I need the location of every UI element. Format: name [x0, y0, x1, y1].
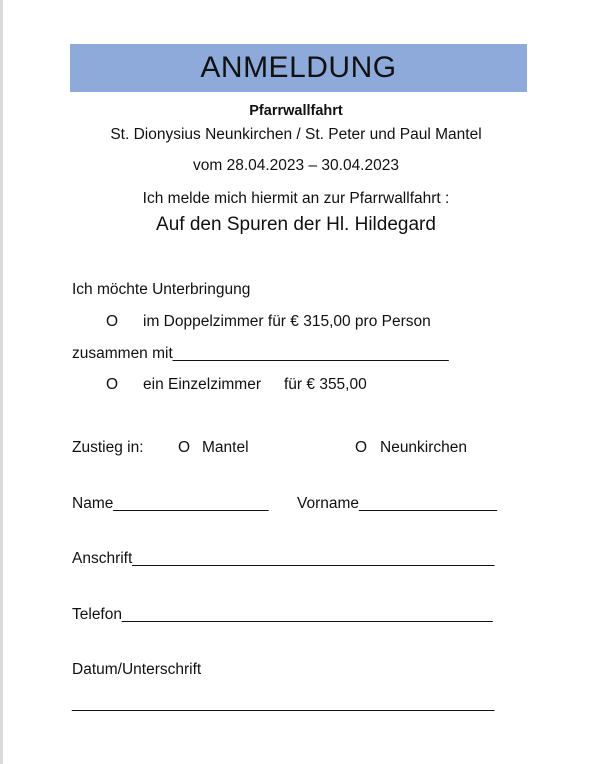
double-room-label: im Doppelzimmer für € 315,00 pro Person	[143, 313, 431, 330]
single-room-label: ein Einzelzimmer	[143, 376, 262, 393]
roommate-field[interactable]: zusammen mit________________________________	[72, 345, 449, 362]
pilgrimage-theme: Auf den Spuren der Hl. Hildegard	[156, 214, 436, 235]
parishes-line: St. Dionysius Neunkirchen / St. Peter und Paul Mantel	[110, 126, 482, 143]
single-room-price: für € 355,00	[284, 376, 367, 393]
boarding-neunkirchen-label: Neunkirchen	[380, 439, 468, 456]
boarding-mantel-checkbox[interactable]: O	[178, 439, 191, 456]
accommodation-heading: Ich möchte Unterbringung	[72, 281, 251, 298]
phone-field[interactable]: Telefon___________________________________________	[72, 606, 493, 623]
pilgrimage-subtitle: Pfarrwallfahrt	[249, 103, 343, 119]
boarding-label: Zustieg in:	[72, 439, 144, 456]
name-field[interactable]: Name__________________	[72, 495, 269, 512]
signature-line[interactable]: _________________________________________________	[72, 695, 495, 712]
page-title: ANMELDUNG	[70, 44, 527, 92]
single-room-checkbox[interactable]: O	[106, 376, 119, 393]
intro-line: Ich melde mich hiermit an zur Pfarrwallfahrt :	[142, 190, 450, 207]
first-name-field[interactable]: Vorname________________	[297, 495, 497, 512]
double-room-checkbox[interactable]: O	[106, 313, 119, 330]
date-signature-label: Datum/Unterschrift	[72, 661, 202, 678]
boarding-neunkirchen-checkbox[interactable]: O	[355, 439, 368, 456]
boarding-mantel-label: Mantel	[202, 439, 249, 456]
dates-line: vom 28.04.2023 – 30.04.2023	[193, 157, 399, 174]
address-field[interactable]: Anschrift__________________________________________	[72, 550, 495, 567]
